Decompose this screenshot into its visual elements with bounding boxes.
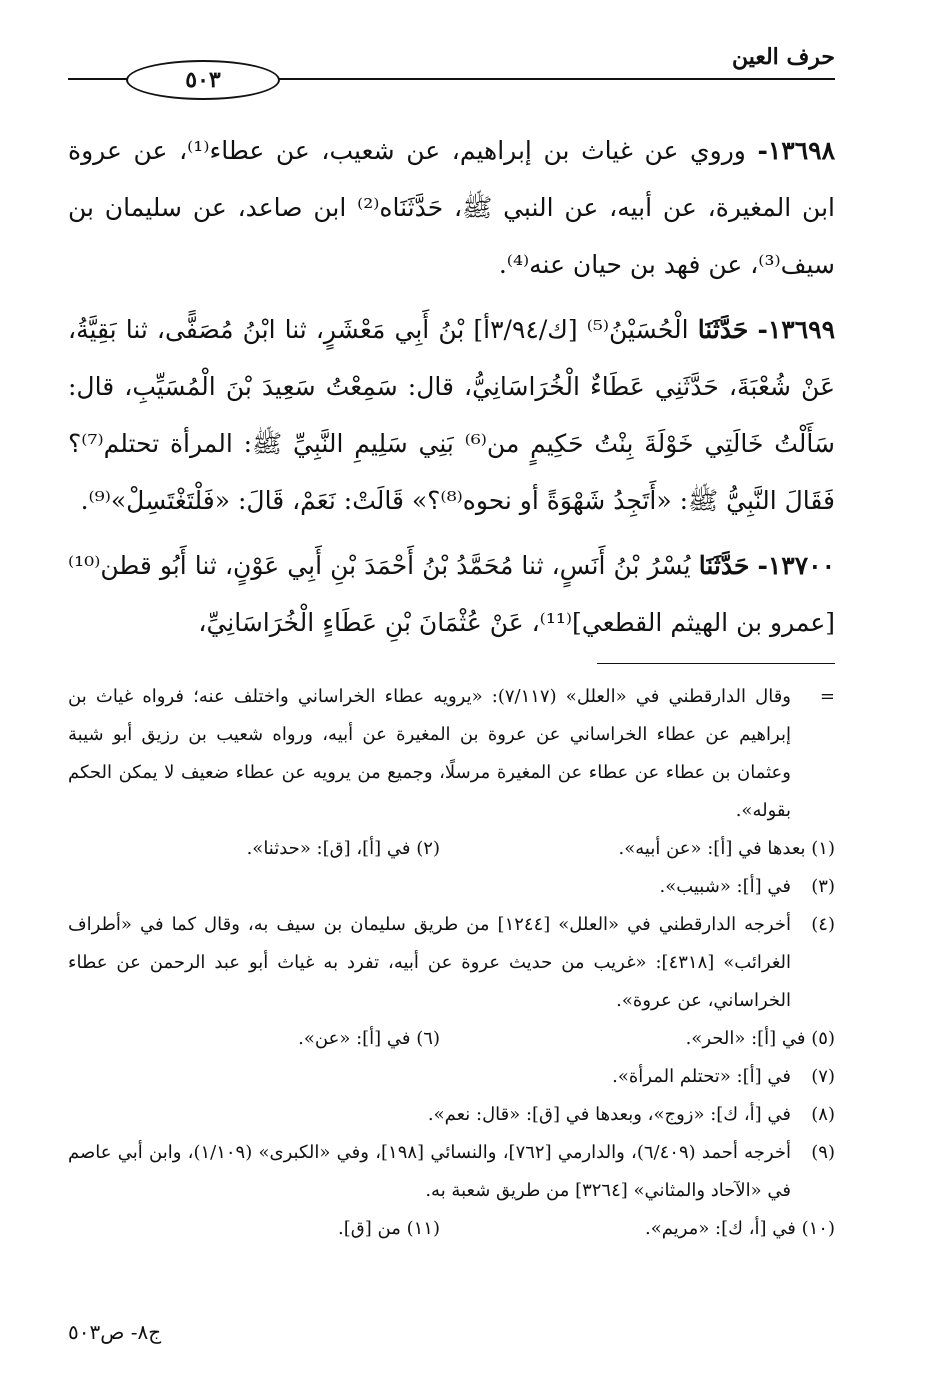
footnote-row-1-2 <box>68 830 835 868</box>
footnote-1 <box>619 830 835 868</box>
hadith-leader: حَدَّثَنَا <box>697 315 749 344</box>
footnote-4 <box>68 906 835 1020</box>
footnote-number: (١٠) <box>801 1218 835 1239</box>
footnote-6 <box>298 1020 440 1058</box>
footnote-continuation <box>68 678 835 830</box>
footnote-text: بعدها في [أ]: «عن أبيه». <box>618 838 806 859</box>
footnote-text: في [أ]: «تحتلم المرأة». <box>612 1066 791 1087</box>
footnote-text: في [أ، ك]: «زوج»، وبعدها في [ق]: «قال: نعم». <box>427 1104 791 1125</box>
footnote-number: (٩) <box>811 1142 835 1163</box>
hadith-number: ١٣٦٩٨- <box>757 136 835 165</box>
hadith-13700 <box>68 537 835 651</box>
footnote-number: (٣) <box>811 876 835 897</box>
footnote-number: (٦) <box>416 1028 440 1049</box>
footnote-text: في [أ]: «الحر». <box>685 1028 806 1049</box>
main-text <box>68 122 835 659</box>
footnote-5 <box>686 1020 835 1058</box>
page-header <box>68 40 835 100</box>
footnote-text: في [أ]: «عن». <box>298 1028 411 1049</box>
footnote-text: من [ق]. <box>338 1218 401 1239</box>
footnote-text: أخرجه أحمد (٦/٤٠٩)، والدارمي [٧٦٢]، والنسائي [١٩٨]، وفي «الكبرى» (١/١٠٩)، وابن أبي عاصم في «الآحاد والمثاني» [٣٢٦٤] من طريق شعبة به. <box>68 1142 791 1201</box>
footnote-text: في [أ]، [ق]: «حدثنا». <box>246 838 411 859</box>
footnote-number: (١١) <box>406 1218 440 1239</box>
footnote-number: (٨) <box>811 1104 835 1125</box>
hadith-text: وروي عن غياث بن إبراهيم، عن شعيب، عن عطاء⁽¹⁾، عن عروة ابن المغيرة، عن أبيه، عن النبي ﷺ، حَدَّثَنَاه⁽²⁾ ابن صاعد، عن سليمان بن سيف⁽³⁾، عن فهد بن حيان عنه⁽⁴⁾. <box>68 136 835 279</box>
footnote-separator <box>597 663 835 664</box>
footnote-text: أخرجه الدارقطني في «العلل» [١٢٤٤] من طريق سليمان بن سيف به، وقال كما في «أطراف الغرائب» [٤٣١٨]: «غريب من حديث عروة عن أبيه، تفرد به غياث أبو عبد الرحمن عن عطاء الخراساني، عن عروة». <box>68 914 791 1011</box>
footnote-number: (٧) <box>811 1066 835 1087</box>
footnote-11 <box>338 1210 440 1248</box>
hadith-leader: حَدَّثَنَا <box>698 551 750 580</box>
footnote-row-10-11 <box>68 1210 835 1248</box>
footnote-text: في [أ]: «شبيب». <box>659 876 791 897</box>
footnote-8 <box>68 1096 835 1134</box>
hadith-number: ١٣٧٠٠- <box>757 551 836 580</box>
footnote-10 <box>645 1210 835 1248</box>
footnote-text: في [أ، ك]: «مريم». <box>645 1218 796 1239</box>
hadith-13699 <box>68 301 835 529</box>
footnote-row-5-6 <box>68 1020 835 1058</box>
page-number: ٥٠٣ <box>185 67 221 93</box>
continuation-marker: = <box>819 686 835 707</box>
footnotes <box>68 678 835 1248</box>
footnote-number: (١) <box>811 838 835 859</box>
chapter-title: حرف العين <box>731 44 835 70</box>
footnote-9 <box>68 1134 835 1210</box>
footnote-text: وقال الدارقطني في «العلل» (٧/١١٧): «يرويه عطاء الخراساني واختلف عنه؛ فرواه غياث بن إبراهيم عن عطاء الخراساني عن عروة بن المغيرة عن أبيه، ورواه شعيب بن رزيق أبو شيبة وعثمان بن عطاء عن عطاء عن المغيرة مرسلًا، وجميع من يرويه عن عطاء ضعيف لا يمكن الحكم بقوله». <box>68 686 791 821</box>
footnote-number: (٤) <box>811 914 835 935</box>
hadith-13698 <box>68 122 835 293</box>
footnote-number: (٢) <box>416 838 440 859</box>
hadith-text: يُسْرُ بْنُ أَنَسٍ، ثنا مُحَمَّدُ بْنُ أَحْمَدَ بْنِ أَبِي عَوْنٍ، ثنا أَبُو قطن⁽¹⁰⁾ [عمرو بن الهيثم القطعي]⁽¹¹⁾، عَنْ عُثْمَانَ بْنِ عَطَاءٍ الْخُرَاسَانِيِّ، <box>68 551 835 637</box>
footnote-3 <box>68 868 835 906</box>
page-reference: ج٨- ص٥٠٣ <box>68 1320 162 1344</box>
page-number-oval <box>126 60 280 100</box>
hadith-number: ١٣٦٩٩- <box>757 315 836 344</box>
footnote-7 <box>68 1058 835 1096</box>
footnote-2 <box>247 830 440 868</box>
hadith-text: الْحُسَيْنُ⁽⁵⁾ [ك/٣/٩٤أ] بْنُ أَبِي مَعْشَرٍ، ثنا ابْنُ مُصَفًّى، ثنا بَقِيَّةُ، عَنْ شُعْبَةَ، حَدَّثَنِي عَطَاءٌ الْخُرَاسَانِيُّ، قال: سَمِعْتُ سَعِيدَ بْنَ الْمُسَيِّبِ، قال: سَأَلْتُ خَالَتِي خَوْلَةَ بِنْتُ حَكِيمٍ من⁽⁶⁾ بَنِي سَلِيمِ النَّبِيِّ ﷺ: المرأة تحتلم⁽⁷⁾؟ فَقَالَ النَّبِيُّ ﷺ: «أَتَجِدُ شَهْوَةً أو نحوه⁽⁸⁾؟» قَالَتْ: نَعَمْ، قَالَ: «فَلْتَغْتَسِلْ»⁽⁹⁾. <box>68 315 835 515</box>
footnote-number: (٥) <box>811 1028 835 1049</box>
